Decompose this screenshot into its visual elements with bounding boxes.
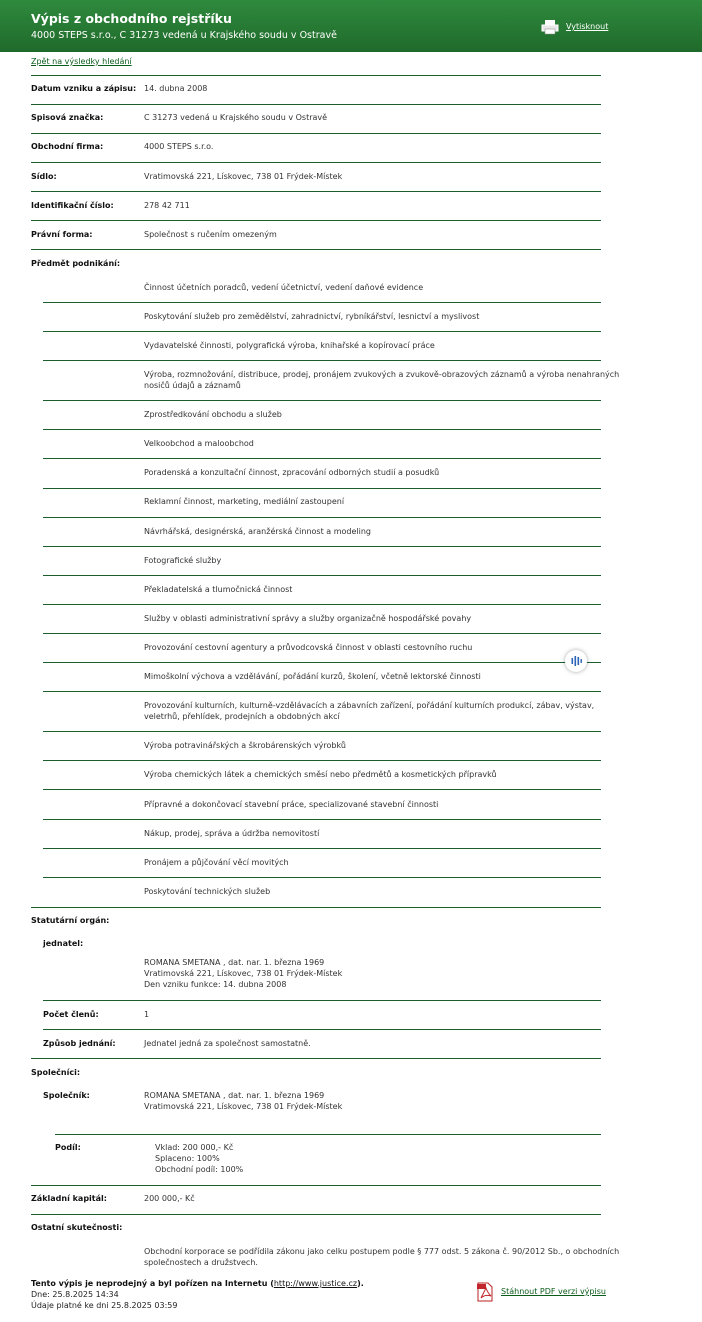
download-pdf-link[interactable]: Stáhnout PDF verzi výpisu xyxy=(501,1287,606,1296)
divider xyxy=(43,633,601,634)
section-label: Statutární orgán: xyxy=(31,916,110,925)
activity-item: Překladatelská a tlumočnická činnost xyxy=(144,585,293,594)
field-value: 1 xyxy=(144,1010,150,1019)
field-value: 14. dubna 2008 xyxy=(144,84,208,93)
field-value: Společnost s ručením omezeným xyxy=(144,230,277,239)
divider xyxy=(43,517,601,518)
activity-item: Poskytování technických služeb xyxy=(144,887,271,896)
field-label: jednatel: xyxy=(43,939,84,948)
divider xyxy=(31,907,601,908)
field-label: Identifikační číslo: xyxy=(31,201,114,210)
activity-item: Poskytování služeb pro zemědělství, zahradnictví, rybníkářství, lesnictví a myslivost xyxy=(144,312,480,321)
field-label: Základní kapitál: xyxy=(31,1194,107,1203)
divider xyxy=(43,1000,601,1001)
jednatel-line: Den vzniku funkce: 14. dubna 2008 xyxy=(144,980,287,989)
divider xyxy=(31,1214,601,1215)
valid-date: Údaje platné ke dni 25.8.2025 03:59 xyxy=(31,1301,178,1310)
divider xyxy=(31,1185,601,1186)
divider xyxy=(31,162,601,163)
field-value: Vratimovská 221, Lískovec, 738 01 Frýdek-Místek xyxy=(144,172,343,181)
activity-item: Fotografické služby xyxy=(144,556,222,565)
divider xyxy=(43,302,601,303)
divider xyxy=(43,488,601,489)
activity-item: Služby v oblasti administrativní správy a služby organizačně hospodářské povahy xyxy=(144,614,472,623)
activity-item: Velkoobchod a maloobchod xyxy=(144,439,254,448)
ostatni-line: společnostech a družstvech. xyxy=(144,1258,258,1267)
field-label: Podíl: xyxy=(55,1143,81,1152)
activity-item: Činnost účetních poradců, vedení účetnictví, vedení daňové evidence xyxy=(144,283,424,292)
divider xyxy=(43,400,601,401)
section-label: Ostatní skutečnosti: xyxy=(31,1223,123,1232)
activity-item: nosičů údajů a záznamů xyxy=(144,381,241,390)
jednatel-line: ROMANA SMETANA , dat. nar. 1. března 1969 xyxy=(144,958,325,967)
divider xyxy=(43,1029,601,1030)
divider xyxy=(31,75,601,76)
footer-note-text: Tento výpis je neprodejný a byl pořízen na Internetu ( xyxy=(31,1279,274,1288)
field-label: Sídlo: xyxy=(31,172,57,181)
field-label: Společník: xyxy=(43,1091,90,1100)
spolecnik-line: Vratimovská 221, Lískovec, 738 01 Frýdek-Místek xyxy=(144,1102,343,1111)
pdf-icon[interactable] xyxy=(476,1282,494,1302)
audio-bars-icon xyxy=(565,650,587,672)
divider xyxy=(43,731,601,732)
justice-link[interactable]: http://www.justice.cz xyxy=(273,1279,358,1288)
podil-line: Obchodní podíl: 100% xyxy=(155,1165,244,1174)
activity-item: Přípravné a dokončovací stavební práce, specializované stavební činnosti xyxy=(144,800,439,809)
activity-item: Výroba chemických látek a chemických směsí nebo předmětů a kosmetických přípravků xyxy=(144,770,497,779)
divider xyxy=(31,1058,601,1059)
activity-item: Vydavatelské činnosti, polygrafická výroba, knihařské a kopírovací práce xyxy=(144,341,435,350)
export-date: Dne: 25.8.2025 14:34 xyxy=(31,1290,119,1299)
divider xyxy=(43,789,601,790)
divider xyxy=(43,575,601,576)
field-label: Způsob jednání: xyxy=(43,1039,116,1048)
page-header xyxy=(0,0,702,52)
divider xyxy=(31,104,601,105)
divider xyxy=(43,331,601,332)
divider xyxy=(43,604,601,605)
footer-note xyxy=(31,1279,364,1288)
section-label: Společníci: xyxy=(31,1068,81,1077)
activity-item: Provozování cestovní agentury a průvodcovská činnost v oblasti cestovního ruchu xyxy=(144,643,473,652)
activity-item: Mimoškolní výchova a vzdělávání, pořádání kurzů, školení, včetně lektorské činnosti xyxy=(144,672,481,681)
activity-item: Výroba potravinářských a škrobárenských výrobků xyxy=(144,741,346,750)
divider xyxy=(43,760,601,761)
divider xyxy=(43,360,601,361)
divider xyxy=(31,220,601,221)
spolecnik-line: ROMANA SMETANA , dat. nar. 1. března 1969 xyxy=(144,1091,325,1100)
activity-item: Návrhářská, designérská, aranžérská činnost a modeling xyxy=(144,527,371,536)
divider xyxy=(55,1134,601,1135)
field-label: Datum vzniku a zápisu: xyxy=(31,84,137,93)
activity-item: Reklamní činnost, marketing, mediální zastoupení xyxy=(144,497,345,506)
divider xyxy=(43,429,601,430)
section-label: Předmět podnikání: xyxy=(31,259,121,268)
divider xyxy=(43,819,601,820)
activity-item: Nákup, prodej, správa a údržba nemovitostí xyxy=(144,829,320,838)
podil-line: Splaceno: 100% xyxy=(155,1154,220,1163)
voice-assistant-button[interactable] xyxy=(565,650,587,672)
ostatni-line: Obchodní korporace se podřídila zákonu jako celku postupem podle § 777 odst. 5 zákona č. 90/2012 Sb., o obchodních xyxy=(144,1247,620,1256)
activity-item: veletrhů, přehlídek, prodejních a obdobných akcí xyxy=(144,712,340,721)
field-label: Právní forma: xyxy=(31,230,93,239)
back-to-results-link[interactable]: Zpět na výsledky hledání xyxy=(31,57,132,66)
divider xyxy=(43,458,601,459)
footer-note-suffix: ). xyxy=(357,1279,364,1288)
podil-line: Vklad: 200 000,- Kč xyxy=(155,1143,234,1152)
divider xyxy=(31,191,601,192)
print-button[interactable]: Vytisknout xyxy=(566,22,609,31)
divider xyxy=(31,133,601,134)
field-value: Jednatel jedná za společnost samostatně. xyxy=(144,1039,311,1048)
divider xyxy=(31,249,601,250)
activity-item: Poradenská a konzultační činnost, zpracování odborných studií a posudků xyxy=(144,468,440,477)
divider xyxy=(43,546,601,547)
field-value: 200 000,- Kč xyxy=(144,1194,195,1203)
printer-icon[interactable] xyxy=(541,19,559,35)
activity-item: Zprostředkování obchodu a služeb xyxy=(144,410,282,419)
divider xyxy=(43,848,601,849)
field-label: Obchodní firma: xyxy=(31,142,104,151)
divider xyxy=(43,662,601,663)
jednatel-line: Vratimovská 221, Lískovec, 738 01 Frýdek-Místek xyxy=(144,969,343,978)
field-value: 278 42 711 xyxy=(144,201,190,210)
field-value: C 31273 vedená u Krajského soudu v Ostravě xyxy=(144,113,328,122)
page-title: Výpis z obchodního rejstříku xyxy=(31,11,232,26)
activity-item: Provozování kulturních, kulturně-vzdělávacích a zábavních zařízení, pořádání kulturních produkcí, zábav, výstav, xyxy=(144,701,595,710)
field-label: Počet členů: xyxy=(43,1010,99,1019)
field-value: 4000 STEPS s.r.o. xyxy=(144,142,214,151)
activity-item: Výroba, rozmnožování, distribuce, prodej, pronájem zvukových a zvukově-obrazových záznamů a výroba nenahraných xyxy=(144,370,620,379)
activity-item: Pronájem a půjčování věcí movitých xyxy=(144,858,289,867)
divider xyxy=(43,877,601,878)
divider xyxy=(43,691,601,692)
page-subtitle: 4000 STEPS s.r.o., C 31273 vedená u Krajského soudu v Ostravě xyxy=(31,30,337,41)
field-label: Spisová značka: xyxy=(31,113,104,122)
